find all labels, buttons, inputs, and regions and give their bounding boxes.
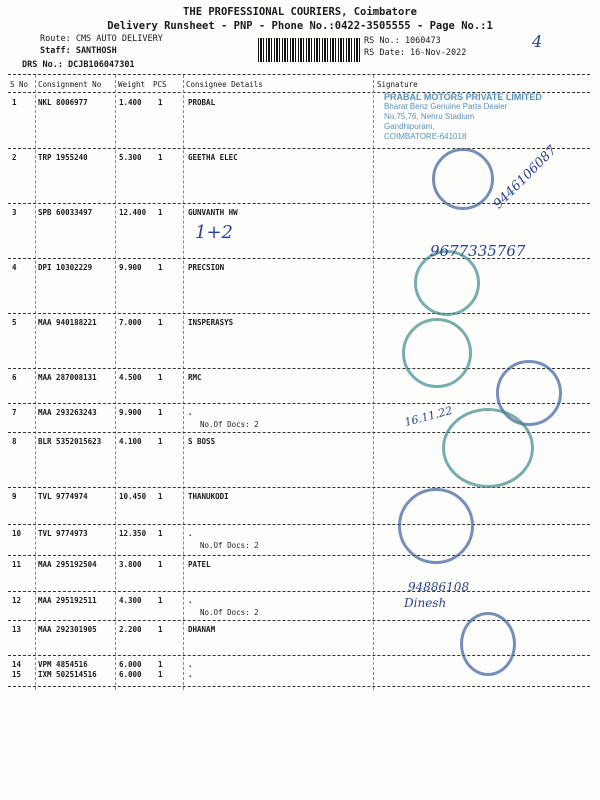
cell-pcs: 1 — [158, 373, 163, 382]
cell-docs: No.Of Docs: 2 — [200, 541, 259, 550]
col-consignment: Consignment No — [38, 80, 102, 89]
cell-sno: 5 — [12, 318, 17, 327]
cell-sno: 13 — [12, 625, 22, 634]
cell-pcs: 1 — [158, 98, 163, 107]
staff-label: Staff: SANTHOSH — [40, 46, 117, 56]
cell-consignee: RMC — [188, 373, 202, 382]
cell-consignee: S BOSS — [188, 437, 216, 446]
cell-weight: 5.300 — [119, 153, 142, 162]
cell-weight: 4.300 — [119, 596, 142, 605]
col-weight: Weight — [118, 80, 146, 89]
row-divider — [8, 148, 590, 149]
cell-weight: 7.000 — [119, 318, 142, 327]
rs-number: RS No.: 1060473 — [364, 36, 441, 46]
cell-consignment: TVL 9774974 — [38, 492, 88, 501]
cell-pcs: 1 — [158, 408, 163, 417]
row-divider — [8, 686, 590, 687]
cell-consignment: TRP 1955240 — [38, 153, 88, 162]
cell-pcs: 1 — [158, 437, 163, 446]
cell-consignee: PRECSION — [188, 263, 225, 272]
row-divider — [8, 524, 590, 525]
cell-pcs: 1 — [158, 153, 163, 162]
cell-consignment: MAA 295192511 — [38, 596, 97, 605]
cell-sno: 7 — [12, 408, 17, 417]
cell-consignment: MAA 295192504 — [38, 560, 97, 569]
cell-sno: 4 — [12, 263, 17, 272]
handwritten-note: 1+2 — [195, 222, 233, 243]
col-sno: S No — [10, 80, 29, 89]
cell-consignee: DHANAM — [188, 625, 216, 634]
cell-pcs: 1 — [158, 625, 163, 634]
drs-number: DRS No.: DCJB106047301 — [22, 60, 135, 70]
cell-consignee: INSPERASYS — [188, 318, 234, 327]
row-divider — [8, 368, 590, 369]
col-divider — [115, 75, 116, 690]
cell-sno: 15 — [12, 670, 22, 679]
cell-consignment: MAA 292301905 — [38, 625, 97, 634]
handwritten-name: Dinesh — [404, 596, 447, 610]
cell-weight: 9.900 — [119, 408, 142, 417]
cell-weight: 1.400 — [119, 98, 142, 107]
cell-docs: No.Of Docs: 2 — [200, 608, 259, 617]
cell-weight: 6.000 — [119, 660, 142, 669]
cell-pcs: 1 — [158, 670, 163, 679]
cell-sno: 3 — [12, 208, 17, 217]
round-stamp — [402, 318, 472, 388]
col-divider — [183, 75, 184, 690]
cell-consignment: SPB 60033497 — [38, 208, 93, 217]
barcode — [258, 38, 360, 62]
cell-weight: 9.900 — [119, 263, 142, 272]
round-stamp — [398, 488, 474, 564]
round-stamp — [442, 408, 534, 488]
cell-docs: No.Of Docs: 2 — [200, 420, 259, 429]
cell-consignment: TVL 9774973 — [38, 529, 88, 538]
handwritten-date: 16.11.22 — [403, 403, 454, 430]
cell-consignee: GUNVANTH HW — [188, 208, 238, 217]
cell-sno: 12 — [12, 596, 22, 605]
runsheet-subtitle: Delivery Runsheet - PNP - Phone No.:0422-3505555 - Page No.:1 — [107, 20, 493, 32]
cell-consignment: VPM 4854516 — [38, 660, 88, 669]
cell-sno: 8 — [12, 437, 17, 446]
cell-consignee: GEETHA ELEC — [188, 153, 238, 162]
cell-consignment: MAA 293263243 — [38, 408, 97, 417]
cell-weight: 3.800 — [119, 560, 142, 569]
cell-consignment: BLR 5352015623 — [38, 437, 102, 446]
cell-consignee: . — [188, 529, 193, 538]
cell-consignee: . — [188, 670, 193, 679]
cell-consignee: PATEL — [188, 560, 211, 569]
cell-sno: 9 — [12, 492, 17, 501]
cell-pcs: 1 — [158, 560, 163, 569]
cell-pcs: 1 — [158, 263, 163, 272]
cell-consignee: . — [188, 596, 193, 605]
cell-pcs: 1 — [158, 660, 163, 669]
cell-consignee: THANUKODI — [188, 492, 229, 501]
cell-consignment: MAA 287008131 — [38, 373, 97, 382]
cell-consignment: IXM 502514516 — [38, 670, 97, 679]
cell-pcs: 1 — [158, 492, 163, 501]
handwritten-phone: 9446106087 — [490, 142, 560, 213]
col-pcs: PCS — [153, 80, 167, 89]
cell-consignment: NKL 8006977 — [38, 98, 88, 107]
row-divider — [8, 591, 590, 592]
cell-sno: 11 — [12, 560, 22, 569]
cell-sno: 2 — [12, 153, 17, 162]
handwritten-phone: 94886108 — [408, 580, 470, 594]
cell-weight: 4.100 — [119, 437, 142, 446]
header-rule-top — [8, 74, 590, 75]
cell-weight: 2.200 — [119, 625, 142, 634]
route-label: Route: CMS AUTO DELIVERY — [40, 34, 163, 44]
cell-weight: 12.350 — [119, 529, 147, 538]
round-stamp — [460, 612, 516, 676]
row-divider — [8, 555, 590, 556]
cell-consignment: MAA 940188221 — [38, 318, 97, 327]
cell-pcs: 1 — [158, 596, 163, 605]
prabal-stamp: PRABAL MOTORS PRIVATE LIMITED Bharat Benz Genuine Parts Dealer No.75,76, Nehru Stadium Gandhipuram, COIMBATORE-641018 — [384, 92, 542, 141]
rs-date: RS Date: 16-Nov-2022 — [364, 48, 467, 58]
cell-consignee: . — [188, 660, 193, 669]
cell-pcs: 1 — [158, 208, 163, 217]
cell-pcs: 1 — [158, 529, 163, 538]
cell-consignment: DPI 10302229 — [38, 263, 93, 272]
cell-sno: 10 — [12, 529, 22, 538]
cell-weight: 12.400 — [119, 208, 147, 217]
cell-sno: 6 — [12, 373, 17, 382]
page-mark: 4 — [532, 32, 543, 51]
handwritten-phone: 9677335767 — [430, 242, 526, 260]
col-divider — [373, 75, 374, 690]
round-stamp — [432, 148, 494, 210]
col-consignee: Consignee Details — [186, 80, 263, 89]
row-divider — [8, 487, 590, 488]
cell-weight: 4.500 — [119, 373, 142, 382]
col-divider — [35, 75, 36, 690]
col-signature: Signature — [377, 80, 418, 89]
company-title: THE PROFESSIONAL COURIERS, Coimbatore — [183, 6, 417, 18]
cell-pcs: 1 — [158, 318, 163, 327]
cell-consignee: . — [188, 408, 193, 417]
cell-sno: 14 — [12, 660, 22, 669]
cell-sno: 1 — [12, 98, 17, 107]
cell-weight: 10.450 — [119, 492, 147, 501]
row-divider — [8, 313, 590, 314]
cell-weight: 6.000 — [119, 670, 142, 679]
cell-consignee: PROBAL — [188, 98, 216, 107]
